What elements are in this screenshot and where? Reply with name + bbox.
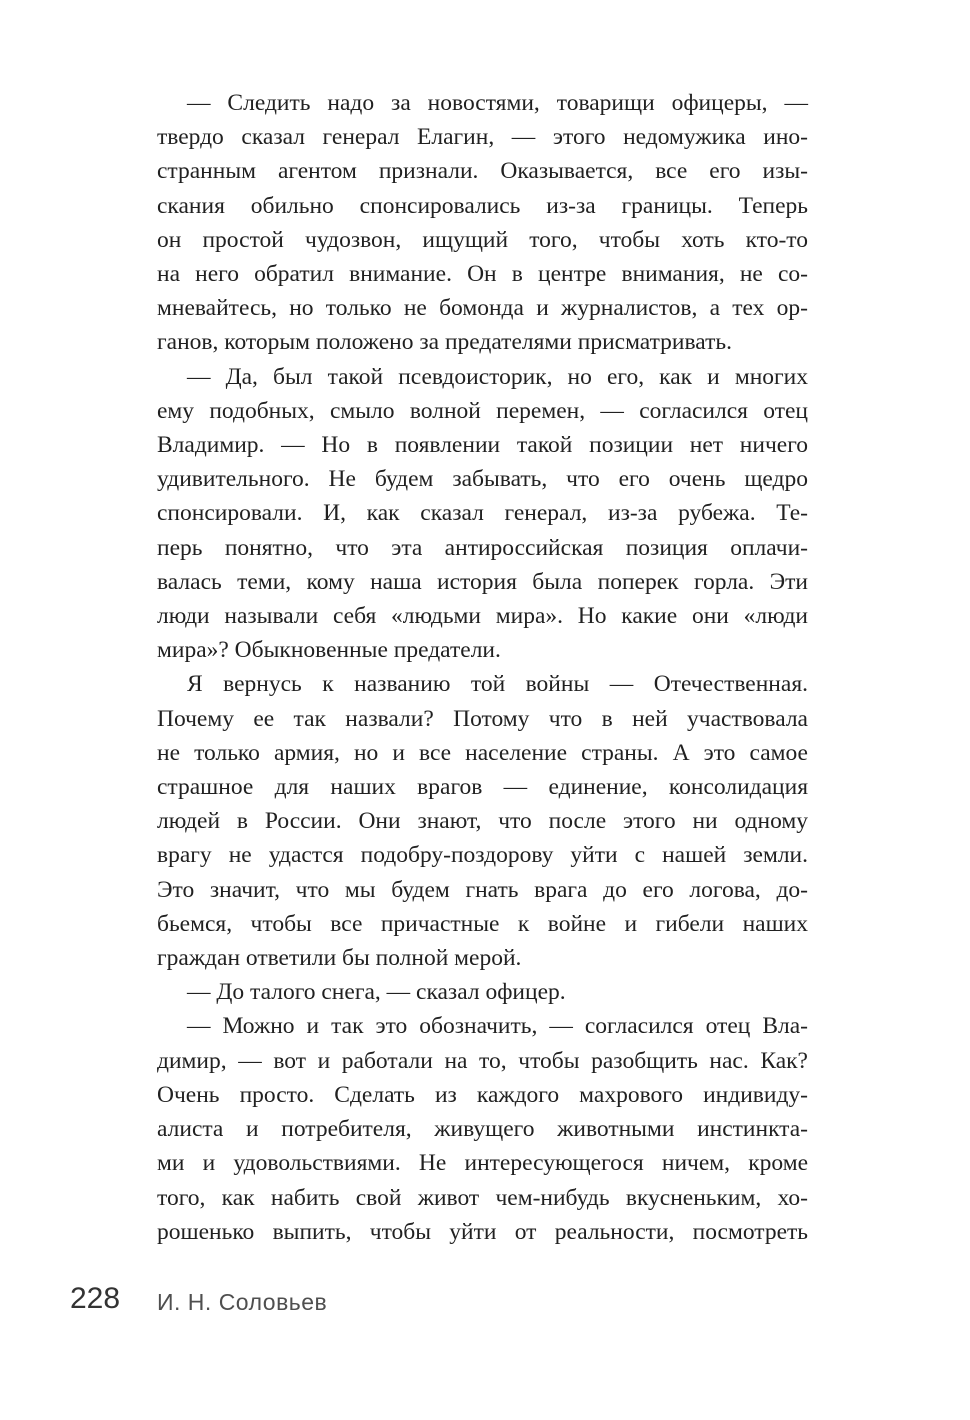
text-line: Я вернусь к названию той войны — Отечественная. [187, 671, 808, 698]
text-line: Почему ее так назвали? Потому что в ней участвовала [157, 705, 808, 732]
paragraph [157, 360, 808, 668]
text-line: не только армия, но и все население страны. А это самое [157, 739, 808, 766]
running-author: И. Н. Соловьев [157, 1289, 328, 1315]
text-line: люди называли себя «людьми мира». Но какие они «люди [157, 603, 808, 630]
text-line: рошенько выпить, чтобы уйти от реальности, посмотреть [157, 1218, 808, 1245]
text-line: спонсировали. И, как сказал генерал, из-за рубежа. Те- [157, 500, 808, 527]
text-line: скания обильно спонсировались из-за границы. Теперь [157, 192, 808, 219]
text-line: — Можно и так это обозначить, — согласился отец Вла- [187, 1013, 808, 1040]
text-line: он простой чудозвон, ищущий того, чтобы хоть кто-то [157, 226, 808, 253]
text-line: димир, — вот и работали на то, чтобы разобщить нас. Как? [157, 1047, 808, 1074]
text-line: ему подобных, смыло волной перемен, — согласился отец [157, 397, 808, 424]
text-line: алиста и потребителя, живущего животными инстинкта- [157, 1116, 808, 1143]
text-line: Владимир. — Но в появлении такой позиции нет ничего [157, 432, 808, 459]
page-number: 228 [70, 1282, 121, 1315]
text-line: Очень просто. Сделать из каждого махрового индивиду- [157, 1081, 808, 1108]
text-line: мира»? Обыкновенные предатели. [157, 637, 501, 664]
paragraph [157, 1009, 808, 1248]
text-line: на него обратил внимание. Он в центре внимания, не со- [157, 261, 808, 288]
text-line: мневайтесь, но только не бомонда и журналистов, а тех ор- [157, 295, 808, 322]
text-line: удивительного. Не будем забывать, что его очень щедро [157, 466, 808, 493]
text-line: странным агентом признали. Оказывается, все его изы- [157, 158, 808, 185]
paragraph [157, 86, 808, 360]
text-line: страшное для наших врагов — единение, консолидация [157, 774, 808, 801]
text-line: Это значит, что мы будем гнать врага до его логова, до- [157, 876, 808, 903]
text-line: ганов, которым положено за предателями присматривать. [157, 329, 732, 356]
paragraph [157, 667, 808, 975]
text-line: того, как набить свой живот чем-нибудь вкусненьким, хо- [157, 1184, 808, 1211]
text-line: врагу не удастся подобру-поздорову уйти с нашей земли. [157, 842, 808, 869]
page-text-block [157, 86, 808, 1249]
text-line: перь понятно, что эта антироссийская позиция оплачи- [157, 534, 808, 561]
text-line: — До талого снега, — сказал офицер. [187, 979, 566, 1006]
text-line: бьемся, чтобы все причастные к войне и гибели наших [157, 910, 808, 937]
text-line: людей в России. Они знают, что после этого ни одному [157, 808, 808, 835]
paragraph [157, 975, 808, 1009]
text-line: ми и удовольствиями. Не интересующегося ничем, кроме [157, 1150, 808, 1177]
text-line: — Да, был такой псевдоисторик, но его, как и многих [187, 363, 808, 390]
text-line: — Следить надо за новостями, товарищи офицеры, — [187, 90, 808, 116]
text-line: валась теми, кому наша история была поперек горла. Эти [157, 568, 808, 595]
text-line: граждан ответили бы полной мерой. [157, 945, 522, 972]
text-line: твердо сказал генерал Елагин, — этого недомужика ино- [157, 124, 808, 151]
